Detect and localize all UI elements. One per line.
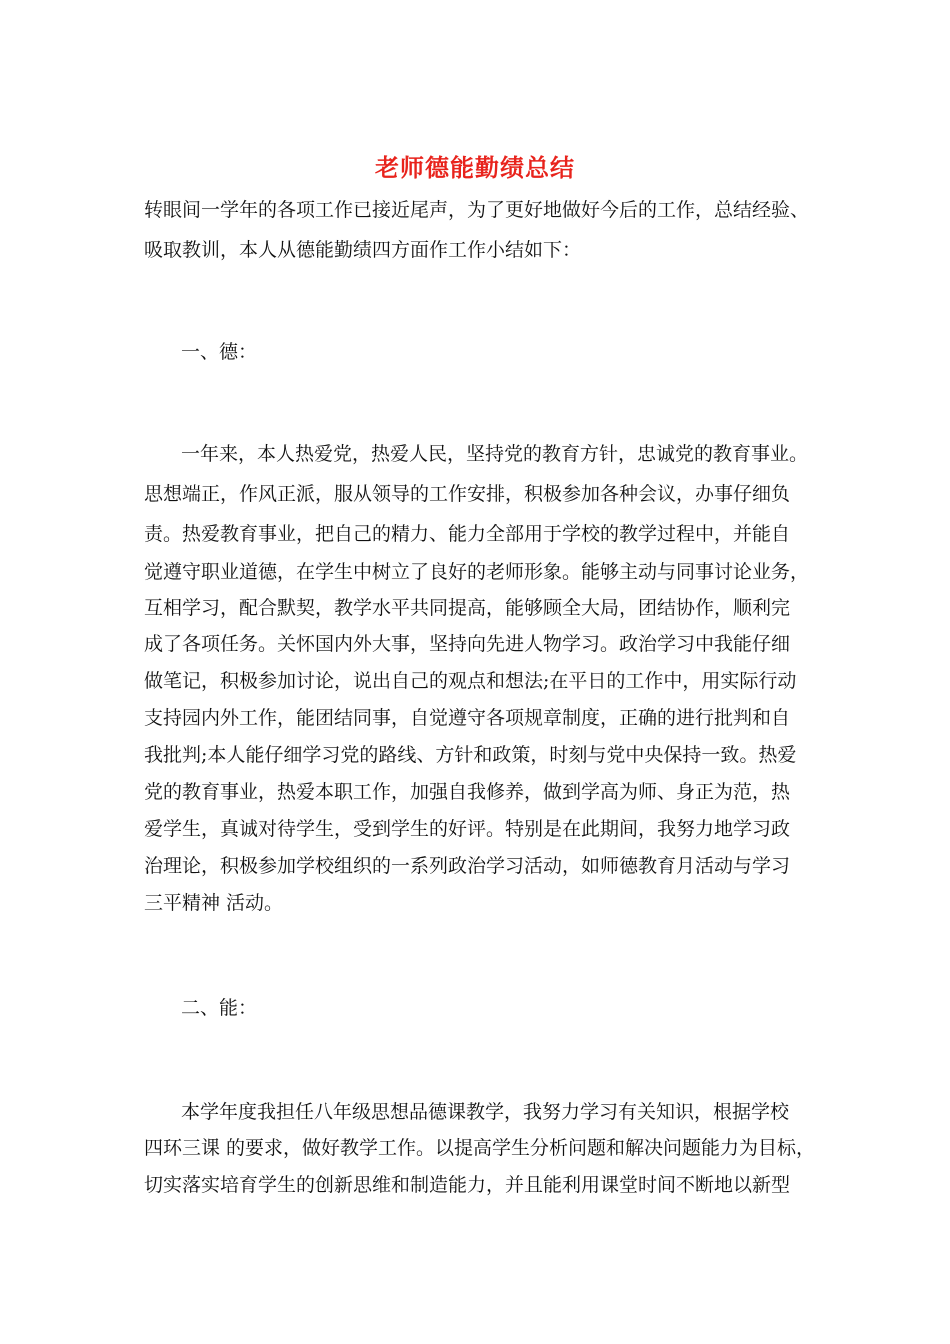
- paragraph-line: 做笔记，积极参加讨论，说出自己的观点和想法;在平日的工作中，用实际行动: [144, 670, 797, 692]
- paragraph-line: 支持园内外工作，能团结同事，自觉遵守各项规章制度，正确的进行批判和自: [144, 707, 791, 729]
- paragraph-line: 党的教育事业，热爱本职工作，加强自我修养，做到学高为师、身正为范，热: [144, 781, 791, 803]
- paragraph-line: 责。热爱教育事业，把自己的精力、能力全部用于学校的教学过程中，并能自: [144, 523, 791, 545]
- paragraph-line: 切实落实培育学生的创新思维和制造能力，并且能利用课堂时间不断地以新型: [144, 1174, 791, 1196]
- paragraph-line: 思想端正，作风正派，服从领导的工作安排，积极参加各种会议，办事仔细负: [144, 483, 791, 505]
- section-heading-de: 一、德：: [181, 341, 258, 363]
- paragraph-line: 一年来，本人热爱党，热爱人民，坚持党的教育方针，忠诚党的教育事业。: [181, 443, 809, 465]
- paragraph-line: 觉遵守职业道德，在学生中树立了良好的老师形象。能够主动与同事讨论业务，: [144, 561, 810, 583]
- paragraph-line: 四环三课 的要求，做好教学工作。以提高学生分析问题和解决问题能力为目标，: [144, 1137, 816, 1159]
- paragraph-line: 成了各项任务。关怀国内外大事，坚持向先进人物学习。政治学习中我能仔细: [144, 633, 791, 655]
- intro-line: 吸取教训，本人从德能勤绩四方面作工作小结如下：: [144, 239, 582, 261]
- document-title: 老师德能勤绩总结: [375, 153, 575, 182]
- paragraph-line: 治理论，积极参加学校组织的一系列政治学习活动，如师德教育月活动与学习: [144, 855, 791, 877]
- paragraph-line: 三平精神 活动。: [144, 892, 284, 914]
- paragraph-line: 互相学习，配合默契，教学水平共同提高，能够顾全大局，团结协作，顺利完: [144, 597, 791, 619]
- paragraph-line: 爱学生，真诚对待学生，受到学生的好评。特别是在此期间，我努力地学习政: [144, 818, 791, 840]
- intro-line: 转眼间一学年的各项工作已接近尾声，为了更好地做好今后的工作，总结经验、: [144, 199, 810, 221]
- section-heading-neng: 二、能：: [181, 997, 258, 1019]
- paragraph-line: 我批判;本人能仔细学习党的路线、方针和政策，时刻与党中央保持一致。热爱: [144, 744, 797, 766]
- paragraph-line: 本学年度我担任八年级思想品德课教学，我努力学习有关知识，根据学校: [181, 1101, 790, 1123]
